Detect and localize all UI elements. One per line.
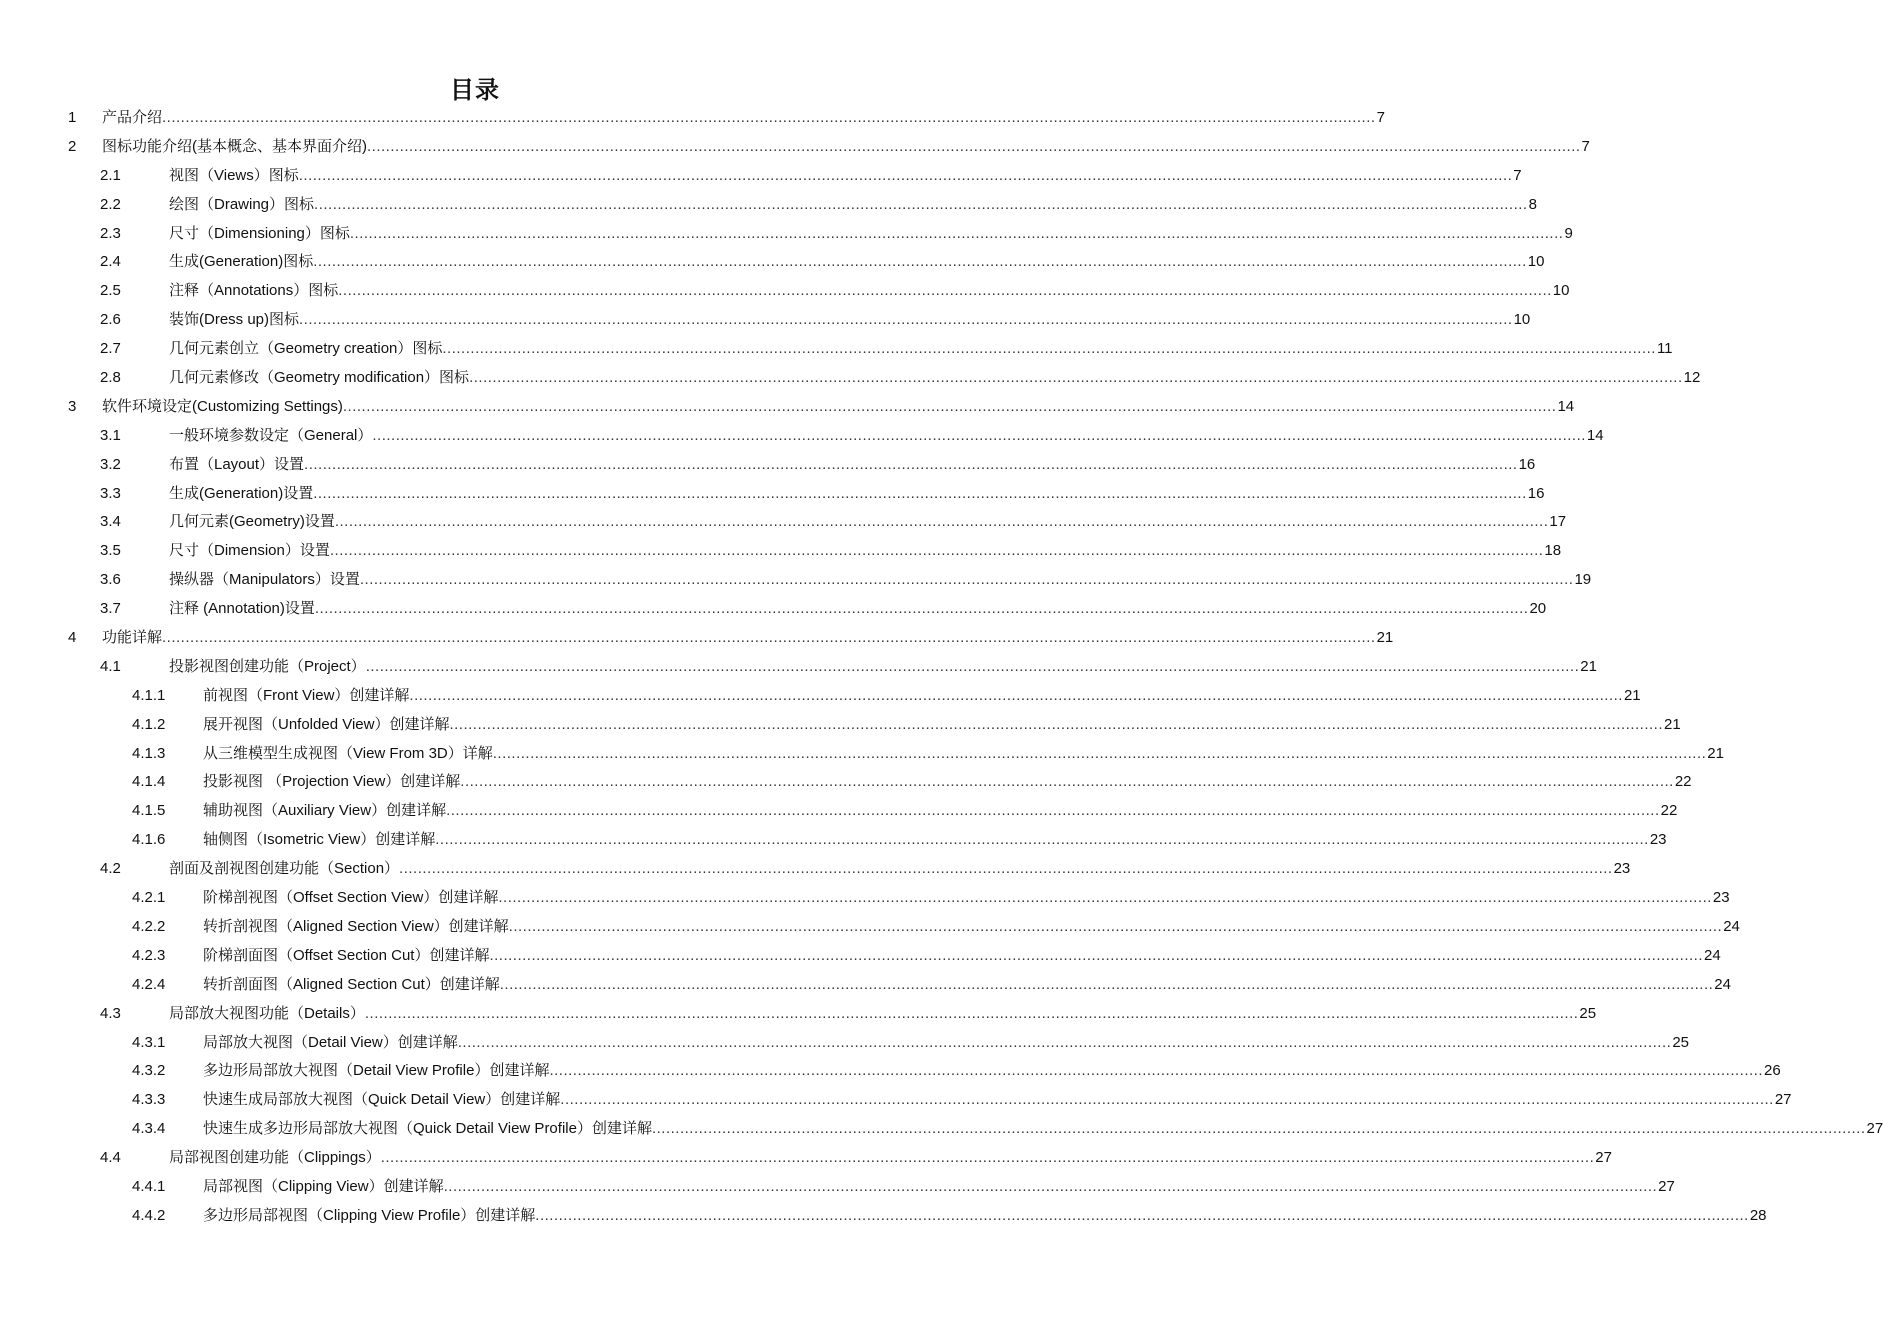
- toc-entry-page-number: 12: [1683, 369, 1701, 387]
- toc-entry-page-number: 24: [1723, 917, 1740, 935]
- toc-entry[interactable]: [0, 162, 1522, 191]
- toc-entry[interactable]: [0, 1115, 1883, 1144]
- toc-entry-title: 局部放大视图功能（Details）: [169, 1004, 365, 1022]
- toc-dot-leader: ....................................................................................................................................................................................................................................................................: [299, 311, 1513, 329]
- toc-entry-page-number: 14: [1557, 397, 1575, 415]
- toc-entry-number: 2.4: [100, 253, 121, 271]
- toc-entry-page-number: 19: [1574, 571, 1592, 589]
- toc-entry-page-number: 21: [1664, 715, 1681, 733]
- toc-dot-leader: ....................................................................................................................................................................................................................................................................: [334, 513, 1549, 531]
- toc-dot-leader: ....................................................................................................................................................................................................................................................................: [489, 946, 1703, 964]
- toc-entry-number: 3.7: [100, 600, 121, 618]
- toc-entry-title: 快速生成多边形局部放大视图（Quick Detail View Profile）创建详解: [203, 1120, 652, 1138]
- toc-entry[interactable]: [0, 1057, 1781, 1086]
- toc-entry[interactable]: [0, 277, 1570, 306]
- toc-entry[interactable]: [0, 1000, 1597, 1029]
- toc-entry[interactable]: [0, 1086, 1792, 1115]
- toc-entry[interactable]: [0, 248, 1545, 277]
- toc-entry-body: [169, 451, 1536, 480]
- toc-entry[interactable]: [0, 191, 1537, 220]
- toc-entry-title: 局部视图创建功能（Clippings）: [169, 1149, 381, 1167]
- toc-entry[interactable]: [0, 797, 1678, 826]
- toc-entry-page-number: 27: [1658, 1177, 1675, 1195]
- toc-entry-body: [203, 711, 1681, 740]
- toc-dot-leader: ....................................................................................................................................................................................................................................................................: [342, 397, 1557, 415]
- toc-entry-number: 4.3: [100, 1004, 121, 1022]
- toc-entry-number: 4.2.2: [132, 917, 166, 935]
- toc-entry-body: [203, 797, 1678, 826]
- toc-entry-title: 展开视图（Unfolded View）创建详解: [203, 715, 450, 733]
- toc-dot-leader: ....................................................................................................................................................................................................................................................................: [349, 224, 1564, 242]
- toc-dot-leader: ....................................................................................................................................................................................................................................................................: [367, 137, 1581, 155]
- toc-entry[interactable]: [0, 971, 1731, 1000]
- toc-entry-number: 2: [68, 137, 77, 155]
- toc-entry-title: 前视图（Front View）创建详解: [203, 686, 410, 704]
- toc-entry-page-number: 26: [1764, 1062, 1781, 1080]
- toc-dot-leader: ....................................................................................................................................................................................................................................................................: [469, 369, 1683, 387]
- toc-entry-page-number: 21: [1376, 629, 1394, 647]
- toc-entry[interactable]: [0, 711, 1681, 740]
- toc-entry-number: 2.3: [100, 224, 121, 242]
- toc-entry-body: [203, 913, 1740, 942]
- toc-dot-leader: ....................................................................................................................................................................................................................................................................: [498, 889, 1712, 907]
- toc-entry-number: 4.1: [100, 657, 121, 675]
- toc-entry-number: 4.2.1: [132, 889, 166, 907]
- toc-entry[interactable]: [0, 566, 1592, 595]
- toc-entry-body: [169, 1000, 1597, 1029]
- toc-entry[interactable]: [0, 913, 1740, 942]
- toc-entry-number: 4.1.2: [132, 715, 166, 733]
- toc-entry-title: 尺寸（Dimensioning）图标: [169, 224, 350, 242]
- toc-entry-body: [169, 422, 1604, 451]
- toc-entry-title: 轴侧图（Isometric View）创建详解: [203, 831, 436, 849]
- toc-entry-number: 1: [68, 109, 77, 126]
- toc-entry-body: [102, 104, 1385, 133]
- toc-entry-number: 4.3.3: [132, 1091, 166, 1109]
- toc-entry-page-number: 27: [1774, 1091, 1792, 1109]
- toc-entry-title: 尺寸（Dimension）设置: [169, 542, 330, 560]
- toc-entry-number: 4.1.5: [132, 802, 166, 820]
- toc-entry[interactable]: [0, 595, 1547, 624]
- toc-entry-body: [169, 248, 1545, 277]
- toc-entry[interactable]: [0, 451, 1536, 480]
- toc-entry[interactable]: [0, 306, 1531, 335]
- toc-entry-title: 几何元素(Geometry)设置: [169, 513, 335, 531]
- toc-dot-leader: ....................................................................................................................................................................................................................................................................: [298, 166, 1513, 184]
- toc-entry-page-number: 9: [1564, 224, 1573, 242]
- toc-dot-leader: ....................................................................................................................................................................................................................................................................: [460, 773, 1674, 791]
- toc-entry-body: [203, 1173, 1675, 1202]
- toc-dot-leader: ....................................................................................................................................................................................................................................................................: [499, 975, 1714, 993]
- toc-entry-number: 4: [68, 629, 77, 647]
- toc-entry-page-number: 24: [1714, 975, 1731, 993]
- toc-entry-title: 装饰(Dress up)图标: [169, 311, 300, 329]
- toc-entry-page-number: 17: [1549, 513, 1567, 531]
- toc-entry-page-number: 28: [1749, 1206, 1767, 1224]
- toc-entry-title: 生成(Generation)设置: [169, 484, 314, 502]
- toc-entry-body: [203, 942, 1721, 971]
- toc-entry-page-number: 22: [1660, 802, 1678, 820]
- toc-entry-title: 转折剖视图（Aligned Section View）创建详解: [203, 917, 509, 935]
- toc-entry-title: 生成(Generation)图标: [169, 253, 314, 271]
- toc-entry[interactable]: [0, 508, 1567, 537]
- toc-entry-title: 阶梯剖面图（Offset Section Cut）创建详解: [203, 946, 490, 964]
- toc-entry-number: 4.2.4: [132, 975, 166, 993]
- toc-entry-number: 4.1.6: [132, 831, 166, 849]
- toc-entry-body: [203, 768, 1692, 797]
- toc-dot-leader: ....................................................................................................................................................................................................................................................................: [449, 715, 1664, 733]
- toc-entry-number: 4.4: [100, 1149, 121, 1167]
- toc-entry-body: [203, 682, 1641, 711]
- toc-dot-leader: ....................................................................................................................................................................................................................................................................: [446, 802, 1660, 820]
- toc-entry-body: [203, 1115, 1883, 1144]
- toc-entry-body: [169, 1144, 1612, 1173]
- toc-dot-leader: ....................................................................................................................................................................................................................................................................: [313, 253, 1527, 271]
- toc-entry-page-number: 7: [1513, 166, 1522, 184]
- toc-entry[interactable]: [0, 624, 1394, 653]
- toc-entry-number: 3.4: [100, 513, 121, 531]
- toc-entry-body: [169, 335, 1673, 364]
- toc-entry-number: 2.8: [100, 369, 121, 387]
- toc-entry-title: 剖面及剖视图创建功能（Section）: [169, 860, 400, 878]
- toc-entry-body: [203, 1202, 1767, 1231]
- toc-entry[interactable]: [0, 133, 1590, 162]
- toc-entry-number: 4.1.4: [132, 773, 166, 791]
- toc-entry-title: 注释 (Annotation)设置: [169, 600, 315, 618]
- toc-dot-leader: ....................................................................................................................................................................................................................................................................: [359, 571, 1574, 589]
- toc-dot-leader: ....................................................................................................................................................................................................................................................................: [162, 109, 1376, 126]
- toc-entry-body: [169, 595, 1547, 624]
- toc-entry-page-number: 11: [1656, 340, 1673, 358]
- toc-entry-page-number: 22: [1674, 773, 1692, 791]
- toc-entry-body: [203, 1086, 1792, 1115]
- toc-entry-body: [169, 480, 1545, 509]
- toc-entry-number: 4.3.4: [132, 1120, 166, 1138]
- toc-entry-page-number: 18: [1544, 542, 1562, 560]
- toc-entry-number: 3.5: [100, 542, 121, 560]
- toc-entry-body: [169, 566, 1592, 595]
- toc-entry-number: 2.1: [100, 166, 121, 184]
- toc-dot-leader: ....................................................................................................................................................................................................................................................................: [508, 917, 1723, 935]
- toc-entry-body: [169, 855, 1631, 884]
- toc-entry[interactable]: [0, 104, 1385, 133]
- toc-entry-page-number: 21: [1707, 744, 1724, 762]
- toc-entry-page-number: 16: [1518, 455, 1536, 473]
- toc-entry-title: 投影视图 （Projection View）创建详解: [203, 773, 461, 791]
- toc-entry-body: [203, 1029, 1689, 1058]
- toc-entry-body: [169, 191, 1537, 220]
- table-of-contents: [0, 104, 1883, 1231]
- toc-entry-number: 3: [68, 397, 77, 415]
- toc-dot-leader: ....................................................................................................................................................................................................................................................................: [535, 1206, 1749, 1224]
- toc-entry[interactable]: [0, 335, 1673, 364]
- toc-entry-body: [203, 971, 1731, 1000]
- toc-dot-leader: ....................................................................................................................................................................................................................................................................: [560, 1091, 1774, 1109]
- toc-entry-page-number: 23: [1649, 831, 1667, 849]
- toc-entry-body: [169, 364, 1701, 393]
- toc-entry-body: [169, 508, 1567, 537]
- toc-entry-page-number: 10: [1527, 253, 1545, 271]
- toc-entry-number: 3.3: [100, 484, 121, 502]
- toc-dot-leader: ....................................................................................................................................................................................................................................................................: [314, 195, 1528, 213]
- toc-entry-title: 图标功能介绍(基本概念、基本界面介绍): [102, 137, 367, 155]
- toc-entry-body: [169, 537, 1562, 566]
- toc-entry-body: [102, 393, 1575, 422]
- toc-entry-page-number: 8: [1528, 195, 1537, 213]
- toc-dot-leader: ....................................................................................................................................................................................................................................................................: [162, 629, 1376, 647]
- toc-entry-page-number: 24: [1704, 946, 1721, 964]
- toc-entry-number: 4.2: [100, 860, 121, 878]
- toc-entry-body: [203, 740, 1724, 769]
- toc-entry[interactable]: [0, 422, 1604, 451]
- toc-entry[interactable]: [0, 537, 1562, 566]
- toc-dot-leader: ....................................................................................................................................................................................................................................................................: [443, 1177, 1658, 1195]
- toc-entry-page-number: 27: [1595, 1149, 1612, 1167]
- toc-entry-title: 功能详解: [102, 629, 163, 647]
- toc-dot-leader: ....................................................................................................................................................................................................................................................................: [492, 744, 1707, 762]
- toc-dot-leader: ....................................................................................................................................................................................................................................................................: [442, 340, 1656, 358]
- toc-entry-title: 转折剖面图（Aligned Section Cut）创建详解: [203, 975, 500, 993]
- toc-entry-number: 4.1.1: [132, 686, 166, 704]
- toc-entry-title: 几何元素修改（Geometry modification）图标: [169, 369, 470, 387]
- toc-dot-leader: ....................................................................................................................................................................................................................................................................: [364, 1004, 1579, 1022]
- toc-dot-leader: ....................................................................................................................................................................................................................................................................: [304, 455, 1518, 473]
- toc-dot-leader: ....................................................................................................................................................................................................................................................................: [409, 686, 1623, 704]
- toc-entry-page-number: 20: [1529, 600, 1547, 618]
- toc-entry[interactable]: [0, 393, 1575, 422]
- toc-entry-number: 2.7: [100, 340, 121, 358]
- toc-entry-title: 从三维模型生成视图（View From 3D）详解: [203, 744, 493, 762]
- toc-entry-page-number: 16: [1527, 484, 1545, 502]
- toc-entry[interactable]: [0, 653, 1597, 682]
- toc-entry-number: 4.3.2: [132, 1062, 166, 1080]
- toc-entry-body: [169, 306, 1531, 335]
- toc-entry-page-number: 23: [1712, 889, 1730, 907]
- toc-entry-title: 操纵器（Manipulators）设置: [169, 571, 360, 589]
- toc-entry-number: 4.4.1: [132, 1177, 166, 1195]
- toc-entry-title: 多边形局部视图（Clipping View Profile）创建详解: [203, 1206, 536, 1224]
- toc-entry-number: 2.5: [100, 282, 121, 300]
- toc-entry-page-number: 21: [1580, 657, 1597, 675]
- toc-entry[interactable]: [0, 768, 1692, 797]
- page-title: 目录: [450, 75, 500, 105]
- toc-entry-title: 局部放大视图（Detail View）创建详解: [203, 1033, 458, 1051]
- toc-entry-title: 局部视图（Clipping View）创建详解: [203, 1177, 444, 1195]
- toc-dot-leader: ....................................................................................................................................................................................................................................................................: [651, 1120, 1866, 1138]
- toc-entry-number: 3.2: [100, 455, 121, 473]
- toc-entry-title: 一般环境参数设定（General）: [169, 426, 373, 444]
- toc-entry-number: 4.2.3: [132, 946, 166, 964]
- toc-dot-leader: ....................................................................................................................................................................................................................................................................: [549, 1062, 1763, 1080]
- toc-entry[interactable]: [0, 1144, 1612, 1173]
- toc-dot-leader: ....................................................................................................................................................................................................................................................................: [372, 426, 1586, 444]
- toc-entry[interactable]: [0, 682, 1641, 711]
- toc-entry[interactable]: [0, 826, 1667, 855]
- toc-entry-page-number: 7: [1581, 137, 1590, 155]
- toc-entry-title: 投影视图创建功能（Project）: [169, 657, 366, 675]
- toc-entry[interactable]: [0, 480, 1545, 509]
- toc-entry-body: [102, 624, 1394, 653]
- toc-dot-leader: ....................................................................................................................................................................................................................................................................: [314, 600, 1529, 618]
- toc-entry-title: 多边形局部放大视图（Detail View Profile）创建详解: [203, 1062, 550, 1080]
- toc-entry-body: [169, 162, 1522, 191]
- toc-entry-number: 4.1.3: [132, 744, 166, 762]
- toc-entry-page-number: 10: [1552, 282, 1570, 300]
- toc-entry-number: 3.1: [100, 426, 121, 444]
- toc-entry-body: [203, 826, 1667, 855]
- toc-entry-title: 视图（Views）图标: [169, 166, 299, 184]
- toc-dot-leader: ....................................................................................................................................................................................................................................................................: [435, 831, 1649, 849]
- toc-entry[interactable]: [0, 364, 1701, 393]
- toc-dot-leader: ....................................................................................................................................................................................................................................................................: [457, 1033, 1672, 1051]
- toc-dot-leader: ....................................................................................................................................................................................................................................................................: [380, 1149, 1595, 1167]
- toc-entry-page-number: 23: [1613, 860, 1631, 878]
- toc-entry-number: 2.6: [100, 311, 121, 329]
- toc-dot-leader: ....................................................................................................................................................................................................................................................................: [338, 282, 1552, 300]
- toc-entry-body: [203, 884, 1730, 913]
- toc-entry[interactable]: [0, 855, 1631, 884]
- toc-entry-title: 快速生成局部放大视图（Quick Detail View）创建详解: [203, 1091, 561, 1109]
- toc-entry-body: [169, 653, 1597, 682]
- toc-entry-body: [169, 220, 1573, 249]
- toc-entry[interactable]: [0, 942, 1721, 971]
- toc-dot-leader: ....................................................................................................................................................................................................................................................................: [365, 657, 1580, 675]
- toc-entry-page-number: 14: [1586, 426, 1604, 444]
- toc-entry-body: [203, 1057, 1781, 1086]
- toc-dot-leader: ....................................................................................................................................................................................................................................................................: [399, 860, 1613, 878]
- toc-dot-leader: ....................................................................................................................................................................................................................................................................: [313, 484, 1527, 502]
- toc-entry[interactable]: [0, 1029, 1689, 1058]
- toc-entry-page-number: 10: [1513, 311, 1531, 329]
- toc-entry-title: 软件环境设定(Customizing Settings): [102, 397, 343, 415]
- toc-entry-body: [102, 133, 1590, 162]
- toc-entry-number: 3.6: [100, 571, 121, 589]
- toc-entry-page-number: 25: [1579, 1004, 1597, 1022]
- toc-entry-title: 注释（Annotations）图标: [169, 282, 339, 300]
- toc-entry-number: 4.3.1: [132, 1033, 166, 1051]
- toc-entry-number: 4.4.2: [132, 1206, 166, 1224]
- toc-entry[interactable]: [0, 1173, 1675, 1202]
- toc-dot-leader: ....................................................................................................................................................................................................................................................................: [329, 542, 1544, 560]
- toc-entry-body: [169, 277, 1570, 306]
- toc-entry[interactable]: [0, 740, 1724, 769]
- toc-entry[interactable]: [0, 884, 1730, 913]
- toc-entry-title: 绘图（Drawing）图标: [169, 195, 315, 213]
- toc-entry-title: 阶梯剖视图（Offset Section View）创建详解: [203, 889, 499, 907]
- toc-entry-page-number: 21: [1623, 686, 1641, 704]
- toc-entry[interactable]: [0, 1202, 1767, 1231]
- toc-entry-page-number: 27: [1866, 1120, 1883, 1138]
- toc-entry-page-number: 7: [1376, 109, 1385, 126]
- toc-entry-title: 辅助视图（Auxiliary View）创建详解: [203, 802, 447, 820]
- toc-entry-title: 产品介绍: [102, 109, 163, 126]
- toc-entry-title: 几何元素创立（Geometry creation）图标: [169, 340, 443, 358]
- toc-entry-page-number: 25: [1672, 1033, 1689, 1051]
- toc-entry-title: 布置（Layout）设置: [169, 455, 305, 473]
- toc-entry[interactable]: [0, 220, 1573, 249]
- toc-entry-number: 2.2: [100, 195, 121, 213]
